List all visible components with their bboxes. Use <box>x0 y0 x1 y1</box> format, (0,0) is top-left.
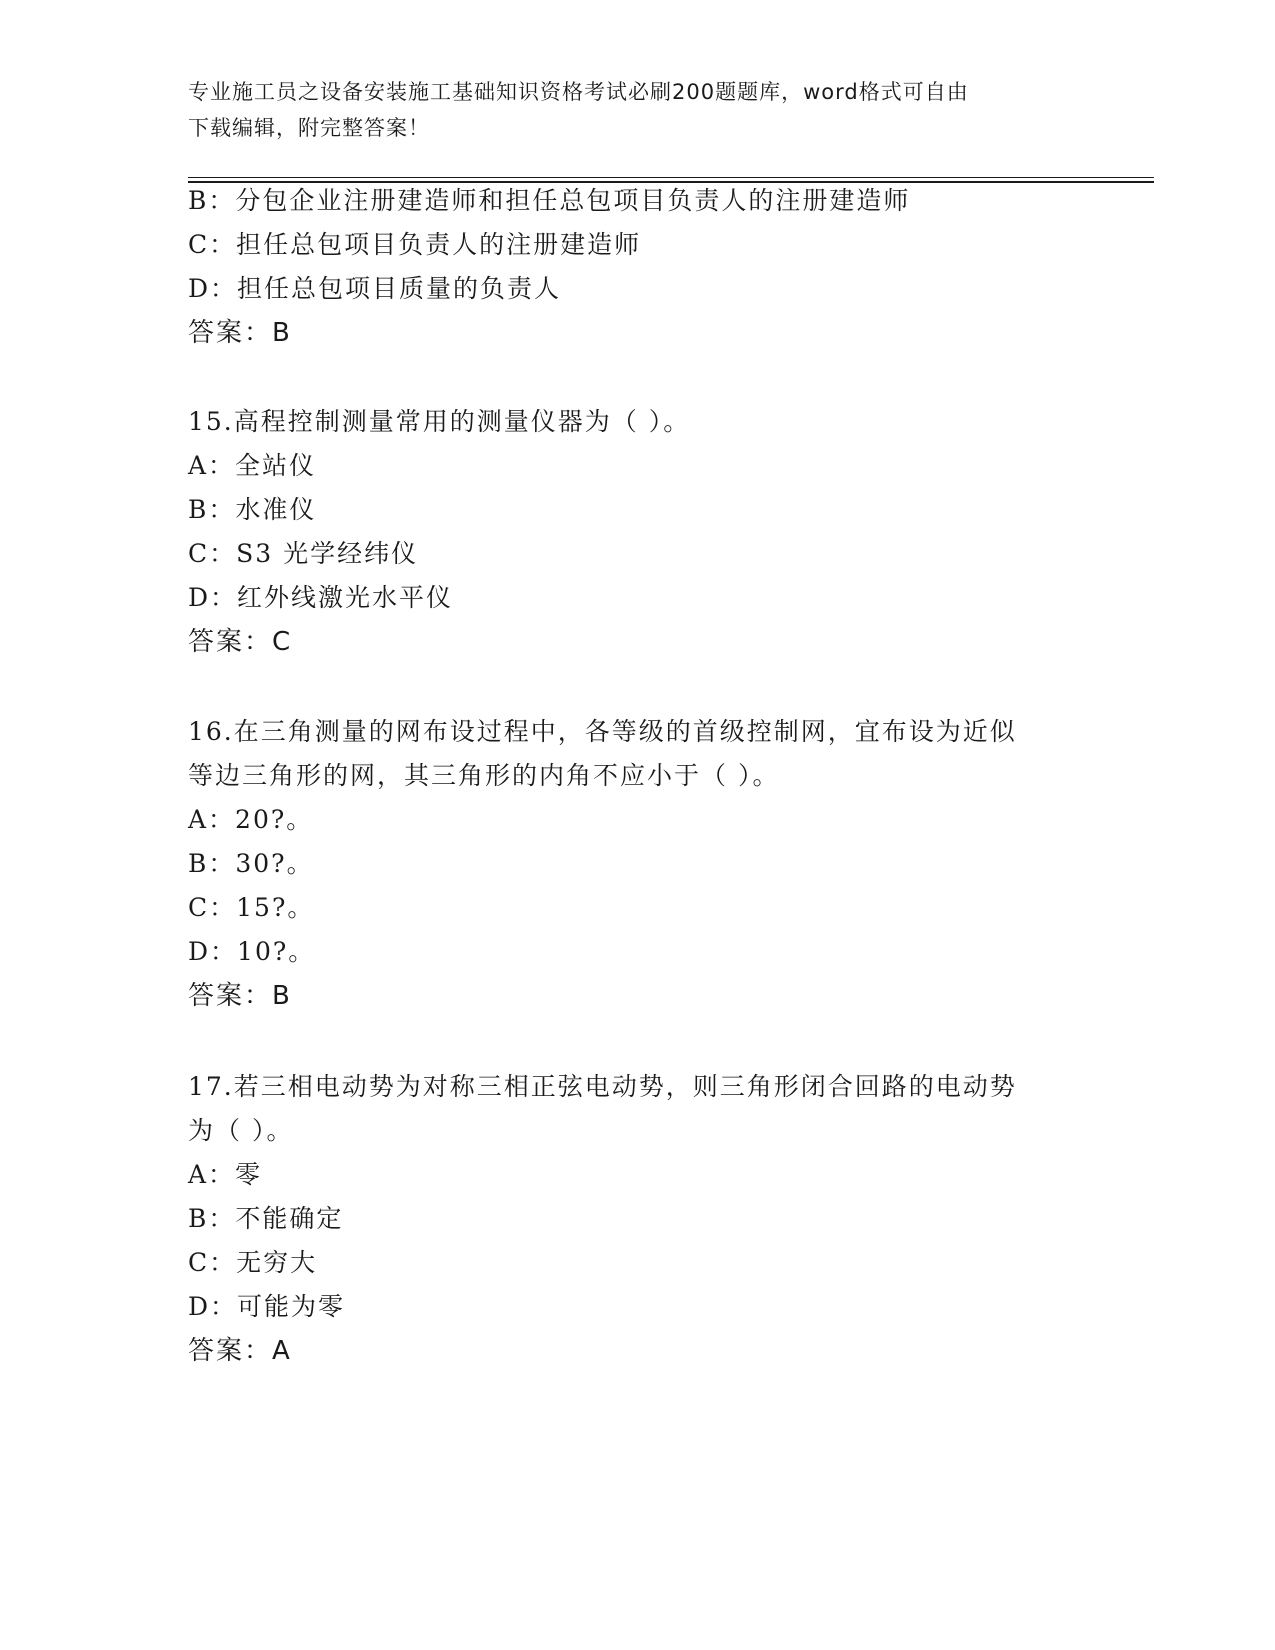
prev-question-option-c: C：担任总包项目负责人的注册建造师 <box>188 230 642 259</box>
q15-stem: 15.高程控制测量常用的测量仪器为（ ）。 <box>188 407 691 436</box>
q16-option-b: B：30?。 <box>188 849 314 878</box>
document-header <box>188 74 1068 146</box>
q16-option-d: D：10?。 <box>188 937 316 966</box>
q15-option-c: C：S3 光学经纬仪 <box>188 539 419 568</box>
q17-stem-line-1: 17.若三相电动势为对称三相正弦电动势，则三角形闭合回路的电动势 <box>188 1072 1017 1101</box>
q17-stem-line-2: 为（ ）。 <box>188 1116 294 1145</box>
header-title-line-1: 专业施工员之设备安装施工基础知识资格考试必刷200题题库，word格式可自由 <box>188 80 969 104</box>
header-divider-thin <box>188 177 1154 178</box>
q15-option-a: A：全站仪 <box>188 451 317 480</box>
q15-option-d: D：红外线激光水平仪 <box>188 583 454 612</box>
q17-answer: 答案：A <box>188 1336 292 1366</box>
prev-question-option-b: B：分包企业注册建造师和担任总包项目负责人的注册建造师 <box>188 186 911 215</box>
q17-option-d: D：可能为零 <box>188 1292 346 1321</box>
q16-answer: 答案：B <box>188 981 292 1011</box>
q16-stem-line-2: 等边三角形的网，其三角形的内角不应小于（ ）。 <box>188 761 780 790</box>
q16-stem-line-1: 16.在三角测量的网布设过程中，各等级的首级控制网，宜布设为近似 <box>188 717 1017 746</box>
header-title-line-2: 下载编辑，附完整答案！ <box>188 116 430 140</box>
q16-option-a: A：20?。 <box>188 805 314 834</box>
prev-question-answer: 答案：B <box>188 318 292 348</box>
prev-question-option-d: D：担任总包项目质量的负责人 <box>188 274 562 303</box>
q17-option-c: C：无穷大 <box>188 1248 318 1277</box>
q17-option-a: A：零 <box>188 1160 263 1189</box>
q16-option-c: C：15?。 <box>188 893 315 922</box>
q15-option-b: B：水准仪 <box>188 495 317 524</box>
q15-answer: 答案：C <box>188 627 293 657</box>
header-divider-thick <box>188 181 1154 183</box>
q17-option-b: B：不能确定 <box>188 1204 344 1233</box>
